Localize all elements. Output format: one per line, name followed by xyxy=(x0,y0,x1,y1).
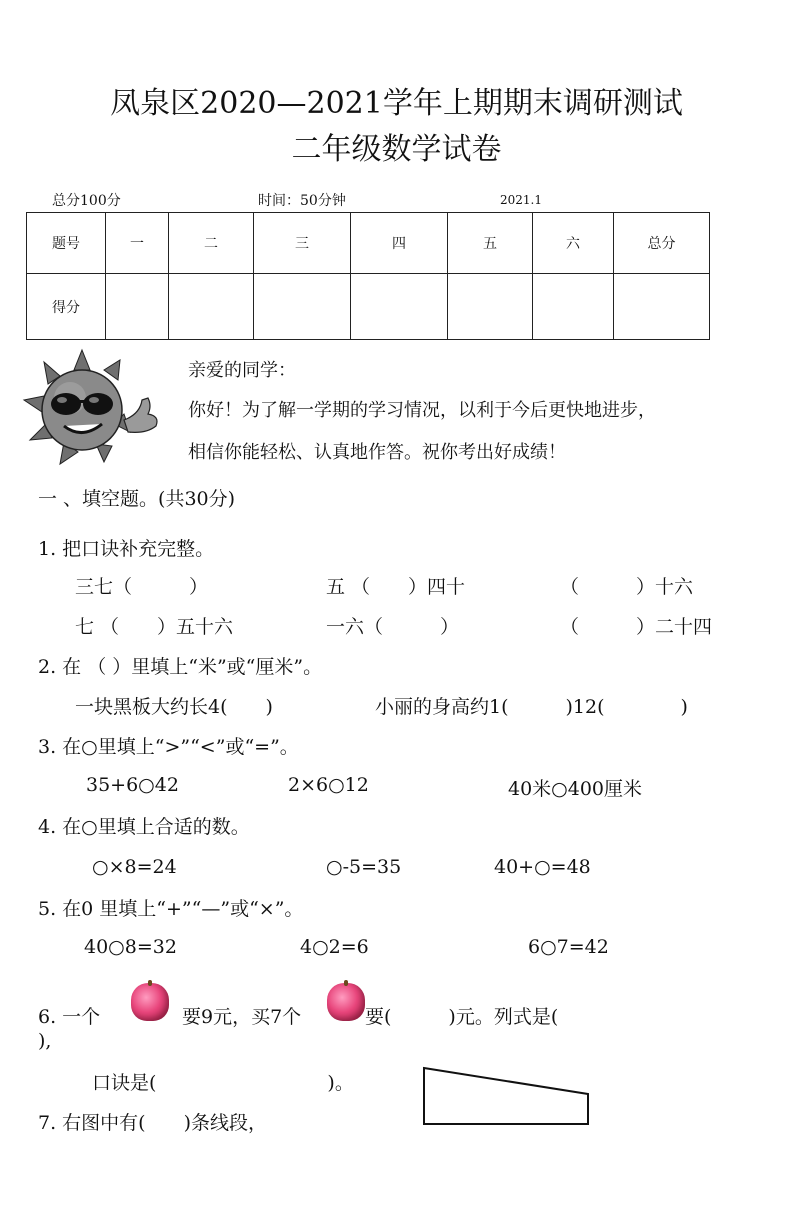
question-5-title: 5. 在0 里填上“+”“—”或“×”。 xyxy=(38,898,304,920)
apple-icon xyxy=(131,983,169,1021)
page-subtitle: 二年级数学试卷 xyxy=(291,132,502,167)
question-3-item: 40米○400厘米 xyxy=(508,778,643,800)
score-cell[interactable] xyxy=(351,274,448,340)
question-6-cont: ), xyxy=(38,1030,52,1052)
header-cell: 题号 xyxy=(27,213,106,274)
header-cell: 总分 xyxy=(614,213,710,274)
score-cell[interactable] xyxy=(106,274,169,340)
score-cell[interactable] xyxy=(614,274,710,340)
question-2-item: 一块黑板大约长4( ) xyxy=(75,696,273,718)
question-6-suffix: 要( )元。列式是( xyxy=(365,1006,559,1028)
question-1-title: 1. 把口诀补充完整。 xyxy=(38,538,215,560)
question-1-item: 三七（ ） xyxy=(75,576,209,598)
question-2-title: 2. 在 （ ）里填上“米”或“厘米”。 xyxy=(38,656,323,678)
question-1-item: 七 （ ）五十六 xyxy=(75,616,234,638)
question-2-item: 小丽的身高约1( )12( ) xyxy=(375,696,688,718)
question-4-item: 40+○=48 xyxy=(494,856,591,878)
question-1-item: 一六（ ） xyxy=(326,616,460,638)
question-5-item: 6○7=42 xyxy=(528,936,609,958)
question-6-line2: 口诀是( )。 xyxy=(92,1072,354,1094)
time-label: 时间：50分钟 xyxy=(258,193,346,209)
total-score-label: 总分100分 xyxy=(52,193,121,209)
question-3-item: 35+6○42 xyxy=(86,774,179,796)
question-4-item: ○×8=24 xyxy=(92,856,177,878)
apple-icon xyxy=(327,983,365,1021)
header-cell: 六 xyxy=(533,213,614,274)
header-cell: 二 xyxy=(169,213,254,274)
question-3-item: 2×6○12 xyxy=(288,774,369,796)
score-cell[interactable] xyxy=(254,274,351,340)
question-5-item: 4○2=6 xyxy=(300,936,369,958)
score-table-score-row xyxy=(27,274,710,340)
header-cell: 五 xyxy=(448,213,533,274)
score-cell[interactable] xyxy=(533,274,614,340)
question-6-mid: 要9元，买7个 xyxy=(182,1006,302,1028)
greeting-line: 相信你能轻松、认真地作答。祝你考出好成绩！ xyxy=(188,442,566,463)
score-cell[interactable] xyxy=(169,274,254,340)
question-4-title: 4. 在○里填上合适的数。 xyxy=(38,816,250,838)
row-label: 得分 xyxy=(27,274,106,340)
question-1-item: （ ）十六 xyxy=(560,576,694,598)
header-cell: 三 xyxy=(254,213,351,274)
header-cell: 四 xyxy=(351,213,448,274)
date-label: 2021.1 xyxy=(500,193,542,207)
question-7-title: 7. 右图中有( )条线段， xyxy=(38,1112,267,1134)
page-title: 凤泉区2020—2021学年上期期末调研测试 xyxy=(110,86,683,121)
question-3-title: 3. 在○里填上“>”“<”或“=”。 xyxy=(38,736,299,758)
score-cell[interactable] xyxy=(448,274,533,340)
question-4-item: ○-5=35 xyxy=(326,856,402,878)
question-5-item: 40○8=32 xyxy=(84,936,177,958)
header-cell: 一 xyxy=(106,213,169,274)
greeting-line: 你好！为了解一学期的学习情况，以利于今后更快地进步， xyxy=(188,400,656,421)
score-table xyxy=(26,212,710,340)
score-table-header-row xyxy=(27,213,710,274)
question-1-item: （ ）二十四 xyxy=(560,616,713,638)
sun-sunglasses-icon xyxy=(20,348,170,468)
section-title: 一 、填空题。(共30分) xyxy=(38,488,236,510)
trapezoid-figure xyxy=(420,1064,596,1130)
greeting-salutation: 亲爱的同学： xyxy=(188,360,296,381)
question-6-prefix: 6. 一个 xyxy=(38,1006,101,1028)
question-1-item: 五 （ ）四十 xyxy=(326,576,466,598)
